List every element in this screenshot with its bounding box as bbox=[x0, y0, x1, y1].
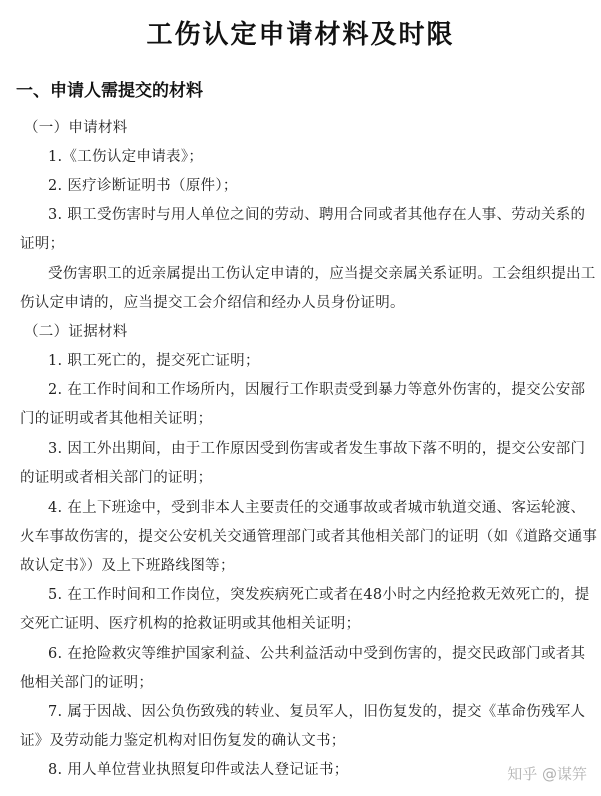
text-line: 7. 属于因战、因公负伤致残的转业、复员军人，旧伤复发的，提交《革命伤残军人 bbox=[48, 704, 586, 720]
text-line: 6. 在抢险救灾等维护国家利益、公共利益活动中受到伤害的，提交民政部门或者其 bbox=[48, 646, 586, 662]
text-line: 交死亡证明、医疗机构的抢救证明或其他相关证明； bbox=[20, 616, 361, 632]
text-line: 1.《工伤认定申请表》； bbox=[48, 149, 204, 165]
text-line: 2. 在工作时间和工作场所内，因履行工作职责受到暴力等意外伤害的，提交公安部 bbox=[48, 382, 586, 398]
text-line: 伤认定申请的，应当提交工会介绍信和经办人员身份证明。 bbox=[20, 295, 405, 311]
text-line: 3. 职工受伤害时与用人单位之间的劳动、聘用合同或者其他存在人事、劳动关系的 bbox=[48, 207, 586, 223]
section-heading: 一、申请人需提交的材料 bbox=[16, 81, 203, 101]
text-line: 5. 在工作时间和工作岗位，突发疾病死亡或者在48小时之内经抢救无效死亡的，提 bbox=[48, 587, 590, 603]
text-line: 证明； bbox=[20, 236, 65, 252]
text-line: 证》及劳动能力鉴定机构对旧伤复发的确认文书； bbox=[20, 733, 346, 749]
text-line: 的证明或者相关部门的证明； bbox=[20, 470, 213, 486]
text-line: 火车事故伤害的，提交公安机关交通管理部门或者其他相关部门的证明（如《道路交通事 bbox=[20, 529, 598, 545]
text-line: 故认定书》）及上下班路线图等； bbox=[20, 558, 235, 574]
text-line: 4. 在上下班途中，受到非本人主要责任的交通事故或者城市轨道交通、客运轮渡、 bbox=[48, 500, 586, 516]
subsection-heading: （一）申请材料 bbox=[24, 120, 128, 136]
text-line: 他相关部门的证明； bbox=[20, 675, 154, 691]
document-title: 工伤认定申请材料及时限 bbox=[146, 20, 455, 50]
text-line: 门的证明或者其他相关证明； bbox=[20, 411, 213, 427]
text-line: 3. 因工外出期间，由于工作原因受到伤害或者发生事故下落不明的，提交公安部门 bbox=[48, 441, 586, 457]
text-line: 受伤害职工的近亲属提出工伤认定申请的，应当提交亲属关系证明。工会组织提出工 bbox=[48, 266, 596, 282]
text-line: 2. 医疗诊断证明书（原件）； bbox=[48, 178, 238, 194]
watermark: 知乎 @谋笄 bbox=[507, 765, 587, 783]
subsection-heading: （二）证据材料 bbox=[24, 324, 128, 340]
text-line: 1. 职工死亡的，提交死亡证明； bbox=[48, 353, 260, 369]
text-line: 8. 用人单位营业执照复印件或法人登记证书； bbox=[48, 762, 349, 778]
